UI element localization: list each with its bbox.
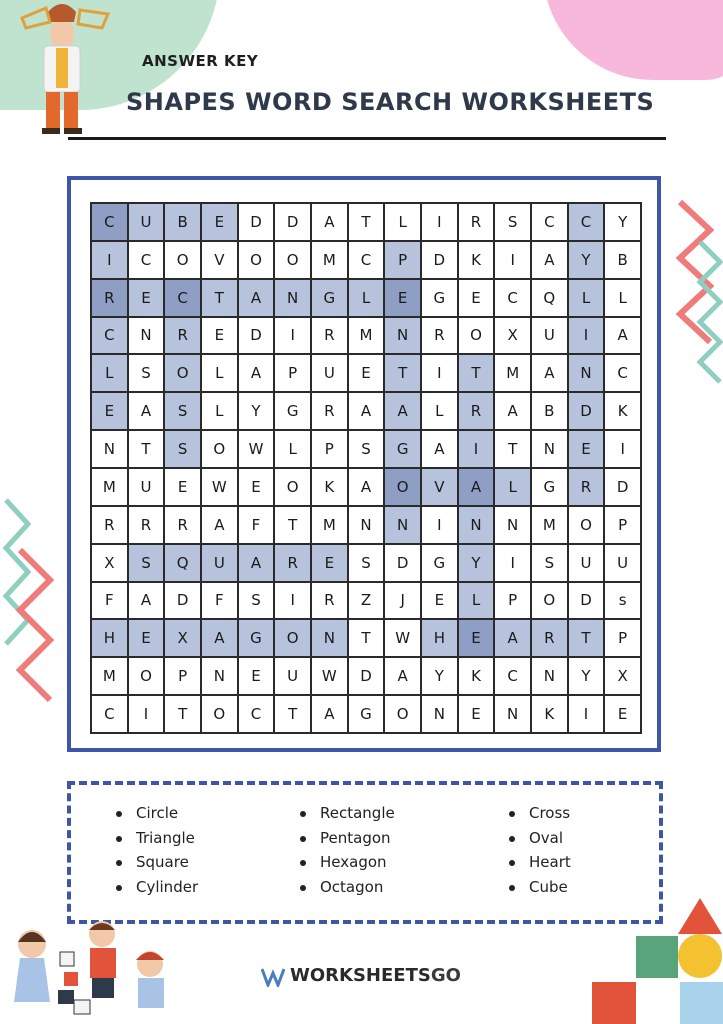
page-title: SHAPES WORD SEARCH WORKSHEETS <box>126 88 655 116</box>
grid-cell: O <box>275 620 310 656</box>
grid-cell: M <box>532 507 567 543</box>
grid-cell: C <box>239 696 274 732</box>
word-list-item: Hexagon <box>300 850 395 875</box>
grid-cell: E <box>165 469 200 505</box>
grid-cell: O <box>385 696 420 732</box>
grid-cell: O <box>275 242 310 278</box>
grid-cell: A <box>459 469 494 505</box>
grid-cell: A <box>532 355 567 391</box>
grid-cell: G <box>532 469 567 505</box>
grid-cell: I <box>459 431 494 467</box>
grid-cell: C <box>129 242 164 278</box>
word-list-item: Octagon <box>300 875 395 900</box>
grid-cell: I <box>605 431 640 467</box>
grid-cell: C <box>92 318 127 354</box>
grid-cell: P <box>165 658 200 694</box>
grid-cell: E <box>459 696 494 732</box>
grid-cell: R <box>532 620 567 656</box>
grid-cell: C <box>605 355 640 391</box>
grid-cell: E <box>605 696 640 732</box>
grid-cell: R <box>312 583 347 619</box>
grid-cell: D <box>239 204 274 240</box>
grid-cell: E <box>312 545 347 581</box>
grid-cell: C <box>569 204 604 240</box>
grid-cell: T <box>569 620 604 656</box>
grid-cell: E <box>422 583 457 619</box>
grid-cell: T <box>202 280 237 316</box>
word-list-item: Cylinder <box>116 875 198 900</box>
grid-cell: C <box>495 280 530 316</box>
grid-cell: X <box>165 620 200 656</box>
grid-cell: G <box>385 431 420 467</box>
grid-cell: R <box>275 545 310 581</box>
word-list-item: Heart <box>509 850 571 875</box>
worksheetsgo-logo-icon <box>261 967 285 987</box>
logo-text-accent: GO <box>430 965 461 986</box>
grid-cell: C <box>165 280 200 316</box>
grid-cell: L <box>275 431 310 467</box>
grid-cell: R <box>312 318 347 354</box>
grid-cell: T <box>459 355 494 391</box>
grid-cell: R <box>459 204 494 240</box>
grid-cell: I <box>495 545 530 581</box>
grid-cell: C <box>532 204 567 240</box>
grid-cell: E <box>239 658 274 694</box>
grid-cell: S <box>129 545 164 581</box>
grid-cell: N <box>569 355 604 391</box>
grid-cell: U <box>569 545 604 581</box>
grid-cell: C <box>92 204 127 240</box>
zigzag-decor-left <box>0 490 60 720</box>
grid-cell: Q <box>165 545 200 581</box>
grid-cell: N <box>495 507 530 543</box>
grid-cell: A <box>605 318 640 354</box>
grid-cell: I <box>422 204 457 240</box>
grid-cell: K <box>532 696 567 732</box>
grid-cell: Y <box>239 393 274 429</box>
grid-cell: R <box>92 280 127 316</box>
grid-cell: D <box>349 658 384 694</box>
grid-cell: D <box>569 393 604 429</box>
grid-cell: O <box>165 242 200 278</box>
grid-cell: P <box>312 431 347 467</box>
grid-cell: N <box>385 318 420 354</box>
grid-cell: D <box>239 318 274 354</box>
grid-cell: I <box>495 242 530 278</box>
grid-cell: F <box>239 507 274 543</box>
grid-cell: R <box>165 318 200 354</box>
word-list-item: Pentagon <box>300 826 395 851</box>
grid-cell: D <box>422 242 457 278</box>
word-list-column-2 <box>300 801 395 899</box>
grid-cell: T <box>165 696 200 732</box>
grid-cell: C <box>349 242 384 278</box>
grid-cell: O <box>275 469 310 505</box>
grid-cell: I <box>275 318 310 354</box>
grid-cell: D <box>275 204 310 240</box>
grid-cell: U <box>532 318 567 354</box>
grid-cell: T <box>349 620 384 656</box>
grid-cell: N <box>385 507 420 543</box>
grid-cell: I <box>275 583 310 619</box>
logo-text-main: WORKSHEETS <box>290 965 431 986</box>
grid-cell: O <box>202 696 237 732</box>
grid-cell: O <box>129 658 164 694</box>
word-list-column-1 <box>116 801 198 899</box>
word-list-item: Square <box>116 850 198 875</box>
grid-cell: E <box>569 431 604 467</box>
worksheetsgo-logo <box>290 965 461 986</box>
grid-cell: O <box>385 469 420 505</box>
grid-cell: R <box>422 318 457 354</box>
grid-cell: A <box>385 393 420 429</box>
grid-cell: L <box>92 355 127 391</box>
grid-cell: A <box>129 393 164 429</box>
grid-cell: G <box>275 393 310 429</box>
grid-cell: U <box>312 355 347 391</box>
word-list-item: Cross <box>509 801 571 826</box>
grid-cell: P <box>385 242 420 278</box>
grid-cell: U <box>129 204 164 240</box>
grid-cell: S <box>349 545 384 581</box>
grid-cell: Y <box>422 658 457 694</box>
word-list-item: Oval <box>509 826 571 851</box>
grid-cell: M <box>495 355 530 391</box>
grid-cell: O <box>165 355 200 391</box>
grid-cell: E <box>202 318 237 354</box>
grid-cell: X <box>495 318 530 354</box>
grid-cell: I <box>569 318 604 354</box>
grid-cell: P <box>275 355 310 391</box>
grid-cell: G <box>349 696 384 732</box>
grid-cell: G <box>422 545 457 581</box>
grid-cell: T <box>275 696 310 732</box>
grid-cell: N <box>532 431 567 467</box>
grid-cell: O <box>459 318 494 354</box>
grid-cell: S <box>239 583 274 619</box>
grid-cell: S <box>495 204 530 240</box>
grid-cell: P <box>495 583 530 619</box>
grid-cell: W <box>239 431 274 467</box>
grid-cell: A <box>495 620 530 656</box>
grid-cell: E <box>385 280 420 316</box>
grid-cell: Y <box>569 242 604 278</box>
grid-cell: M <box>92 469 127 505</box>
grid-cell: Z <box>349 583 384 619</box>
grid-cell: Y <box>569 658 604 694</box>
grid-cell: N <box>459 507 494 543</box>
grid-cell: R <box>129 507 164 543</box>
grid-cell: M <box>349 318 384 354</box>
grid-cell: A <box>202 620 237 656</box>
grid-cell: T <box>129 431 164 467</box>
grid-cell: N <box>92 431 127 467</box>
grid-cell: D <box>165 583 200 619</box>
grid-cell: M <box>92 658 127 694</box>
grid-cell: Y <box>605 204 640 240</box>
grid-cell: N <box>532 658 567 694</box>
grid-cell: L <box>422 393 457 429</box>
grid-cell: R <box>165 507 200 543</box>
grid-cell: L <box>569 280 604 316</box>
grid-cell: A <box>422 431 457 467</box>
grid-cell: I <box>422 507 457 543</box>
grid-cell: S <box>165 431 200 467</box>
grid-cell: L <box>459 583 494 619</box>
word-search-grid <box>90 202 642 734</box>
grid-cell: W <box>202 469 237 505</box>
grid-cell: T <box>385 355 420 391</box>
grid-cell: I <box>129 696 164 732</box>
grid-cell: A <box>495 393 530 429</box>
shape-blocks-decor <box>592 896 723 1024</box>
grid-cell: N <box>349 507 384 543</box>
grid-cell: B <box>605 242 640 278</box>
grid-cell: T <box>349 204 384 240</box>
grid-cell: X <box>92 545 127 581</box>
grid-cell: N <box>129 318 164 354</box>
grid-cell: H <box>422 620 457 656</box>
grid-cell: U <box>129 469 164 505</box>
grid-cell: E <box>349 355 384 391</box>
grid-cell: O <box>569 507 604 543</box>
grid-cell: A <box>385 658 420 694</box>
grid-cell: K <box>459 242 494 278</box>
grid-cell: D <box>385 545 420 581</box>
grid-cell: E <box>459 620 494 656</box>
grid-cell: N <box>495 696 530 732</box>
grid-cell: V <box>202 242 237 278</box>
grid-cell: G <box>422 280 457 316</box>
grid-cell: G <box>312 280 347 316</box>
grid-cell: R <box>459 393 494 429</box>
word-list-item: Circle <box>116 801 198 826</box>
grid-cell: A <box>349 393 384 429</box>
grid-cell: S <box>165 393 200 429</box>
grid-cell: T <box>275 507 310 543</box>
grid-cell: H <box>92 620 127 656</box>
grid-cell: N <box>422 696 457 732</box>
grid-cell: A <box>532 242 567 278</box>
grid-cell: P <box>605 507 640 543</box>
grid-cell: D <box>569 583 604 619</box>
grid-cell: N <box>275 280 310 316</box>
grid-cell: F <box>92 583 127 619</box>
grid-cell: S <box>349 431 384 467</box>
grid-cell: V <box>422 469 457 505</box>
grid-cell: A <box>239 545 274 581</box>
grid-cell: N <box>312 620 347 656</box>
grid-cell: C <box>495 658 530 694</box>
grid-cell: F <box>202 583 237 619</box>
word-list-item: Rectangle <box>300 801 395 826</box>
grid-cell: E <box>202 204 237 240</box>
grid-cell: L <box>605 280 640 316</box>
grid-cell: K <box>312 469 347 505</box>
title-divider <box>68 137 666 140</box>
grid-cell: K <box>605 393 640 429</box>
word-list-item: Triangle <box>116 826 198 851</box>
grid-cell: S <box>129 355 164 391</box>
grid-cell: S <box>532 545 567 581</box>
grid-cell: Y <box>459 545 494 581</box>
grid-cell: E <box>129 280 164 316</box>
grid-cell: E <box>239 469 274 505</box>
grid-cell: I <box>569 696 604 732</box>
grid-cell: L <box>349 280 384 316</box>
grid-cell: A <box>312 204 347 240</box>
grid-cell: E <box>92 393 127 429</box>
grid-cell: G <box>239 620 274 656</box>
grid-cell: X <box>605 658 640 694</box>
grid-cell: B <box>532 393 567 429</box>
grid-cell: T <box>495 431 530 467</box>
grid-cell: I <box>422 355 457 391</box>
word-list-column-3 <box>509 801 571 899</box>
grid-cell: M <box>312 242 347 278</box>
grid-cell: U <box>605 545 640 581</box>
word-list-item: Cube <box>509 875 571 900</box>
grid-cell: A <box>202 507 237 543</box>
grid-cell: B <box>165 204 200 240</box>
grid-cell: L <box>202 355 237 391</box>
answer-key-label: ANSWER KEY <box>142 52 259 70</box>
grid-cell: C <box>92 696 127 732</box>
grid-cell: s <box>605 583 640 619</box>
grid-cell: O <box>239 242 274 278</box>
zigzag-decor-right <box>670 182 723 402</box>
grid-cell: A <box>349 469 384 505</box>
grid-cell: J <box>385 583 420 619</box>
grid-cell: O <box>202 431 237 467</box>
grid-cell: M <box>312 507 347 543</box>
grid-cell: L <box>202 393 237 429</box>
grid-cell: P <box>605 620 640 656</box>
grid-cell: A <box>129 583 164 619</box>
grid-cell: A <box>312 696 347 732</box>
grid-cell: W <box>385 620 420 656</box>
grid-cell: U <box>202 545 237 581</box>
grid-cell: O <box>532 583 567 619</box>
grid-cell: I <box>92 242 127 278</box>
grid-cell: E <box>459 280 494 316</box>
grid-cell: L <box>495 469 530 505</box>
grid-cell: R <box>92 507 127 543</box>
scientist-illustration <box>16 0 116 140</box>
grid-cell: L <box>385 204 420 240</box>
grid-cell: R <box>569 469 604 505</box>
grid-cell: A <box>239 355 274 391</box>
grid-cell: U <box>275 658 310 694</box>
kids-illustration <box>4 912 174 1020</box>
grid-cell: N <box>202 658 237 694</box>
grid-cell: R <box>312 393 347 429</box>
decor-pink-blob <box>543 0 723 80</box>
grid-cell: K <box>459 658 494 694</box>
grid-cell: Q <box>532 280 567 316</box>
grid-cell: D <box>605 469 640 505</box>
grid-cell: E <box>129 620 164 656</box>
grid-cell: W <box>312 658 347 694</box>
grid-cell: A <box>239 280 274 316</box>
